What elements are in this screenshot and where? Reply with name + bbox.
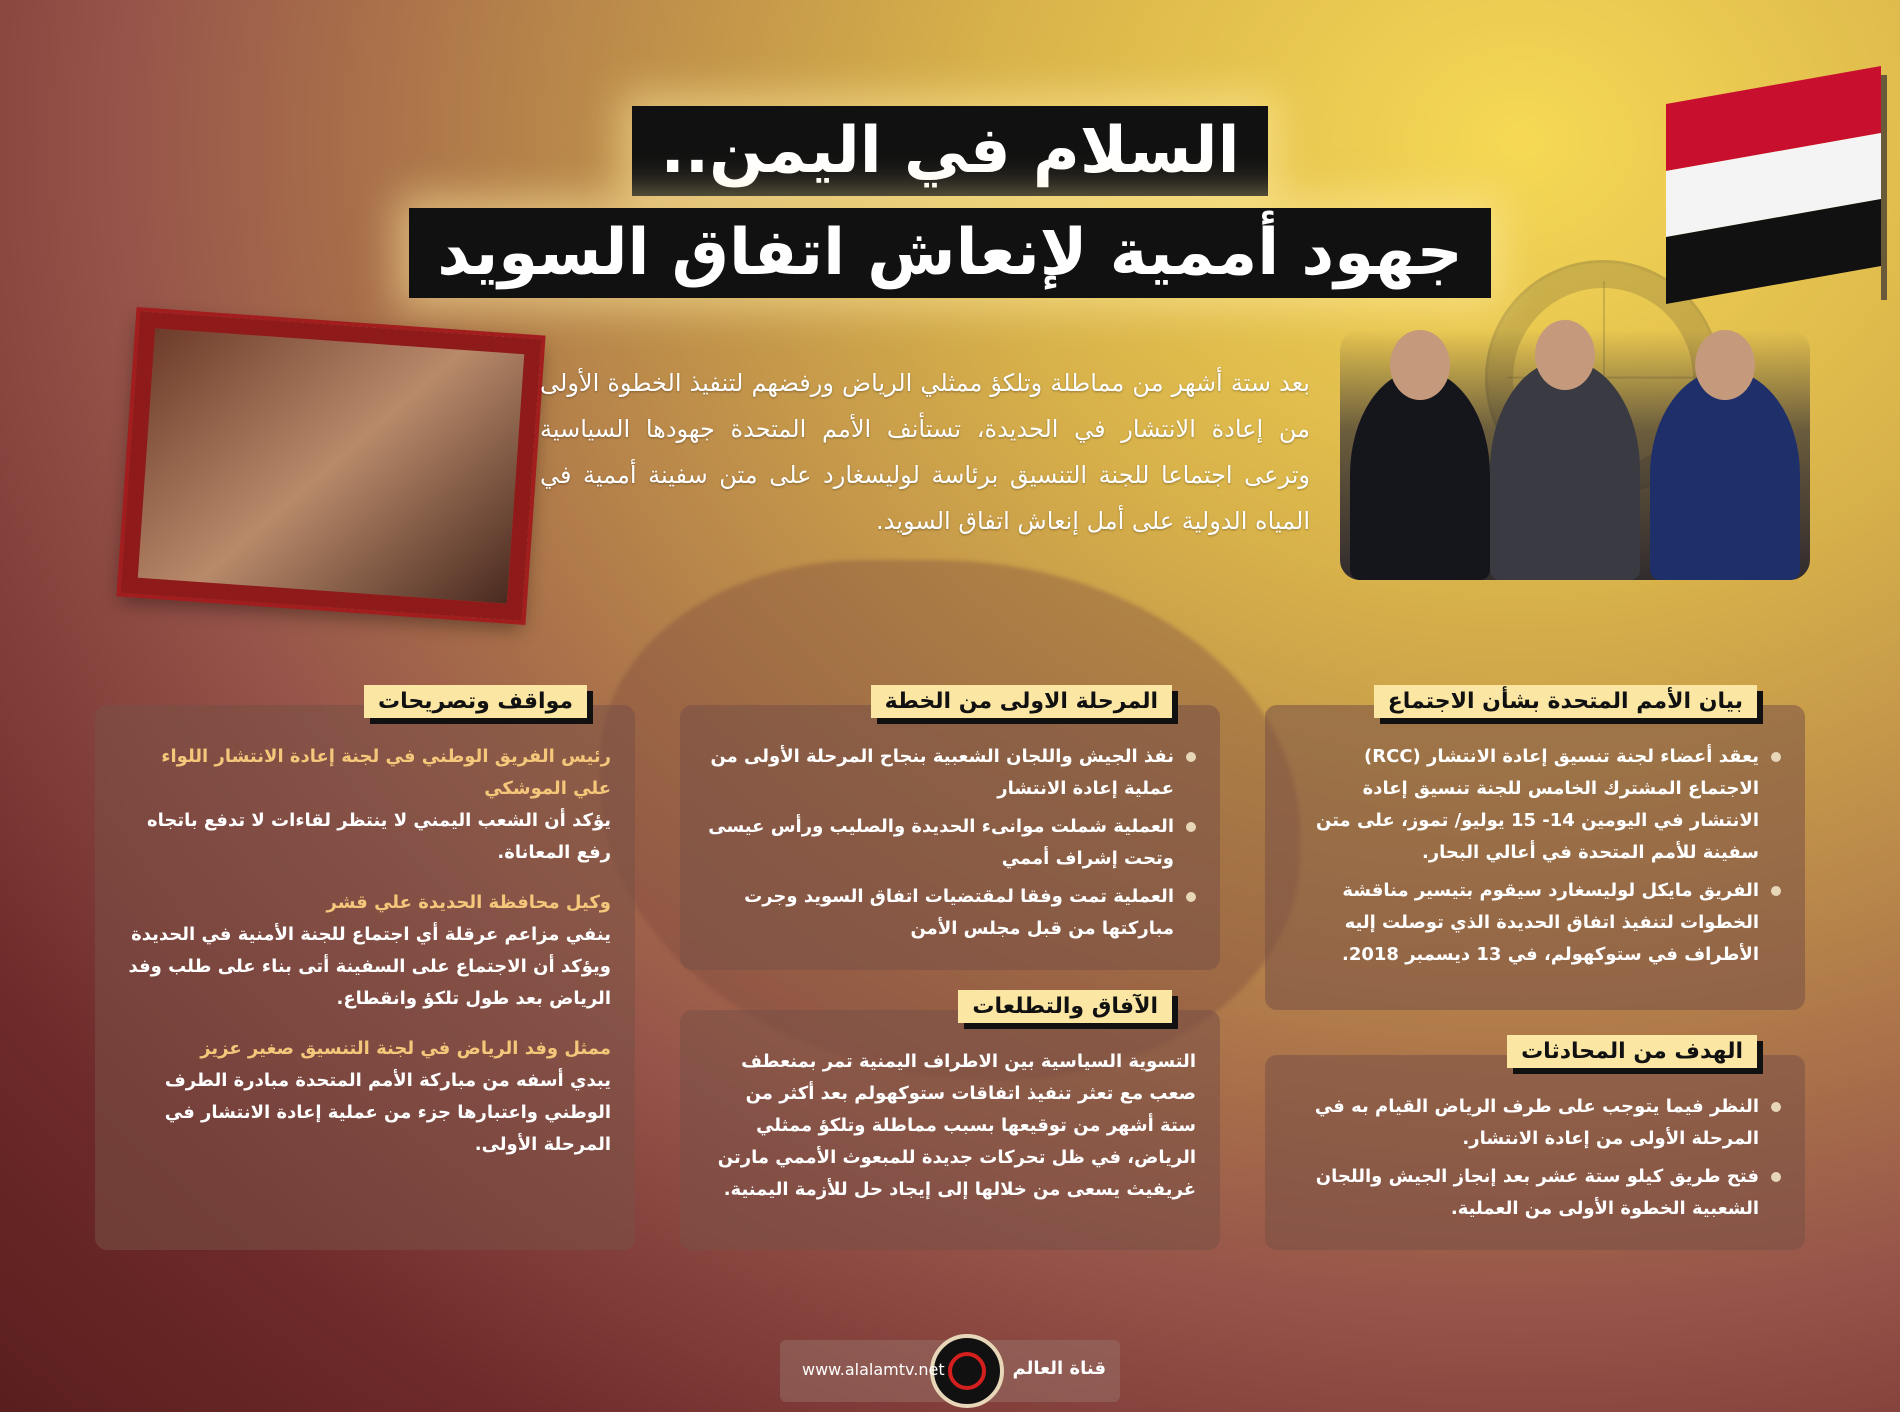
goal-box	[1265, 1039, 1805, 1250]
list-item: يعقد أعضاء لجنة تنسيق إعادة الانتشار (RCC) الاجتماع المشترك الخامس للجنة تنسيق إعادة الانتشار في اليومين 14- 15 يوليو/ تموز، على متن سفينة للأمم المتحدة في أعالي البحار.	[1289, 741, 1781, 869]
outlook-text: التسوية السياسية بين الاطراف اليمنية تمر بمنعطف صعب مع تعثر تنفيذ اتفاقات ستوكهولم بعد أكثر من ستة أشهر من توقيعها بسبب مماطلة وتلكؤ ممثلي الرياض، في ظل تحركات جديدة للمبعوث الأممي مارتن غريفيث يسعى من خلالها إلى إيجاد حل للأزمة اليمنية.	[717, 1051, 1196, 1200]
un-statement-label: بيان الأمم المتحدة بشأن الاجتماع	[1374, 685, 1757, 718]
channel-name: قناة العالم	[1012, 1358, 1106, 1379]
title-line-1: السلام في اليمن..	[632, 106, 1267, 196]
list-item: الفريق مايكل لوليسغارد سيقوم بتيسير مناقشة الخطوات لتنفيذ اتفاق الحديدة الذي توصلت إليه الأطراف في ستوكهولم، في 13 ديسمبر 2018.	[1289, 875, 1781, 971]
photo-left	[121, 311, 542, 620]
speaker-3: ممثل وفد الرياض في لجنة التنسيق صغير عزيز	[200, 1038, 611, 1059]
speaker-2: وكيل محافظة الحديدة علي قشر	[326, 892, 611, 913]
speaker-1: رئيس الفريق الوطني في لجنة إعادة الانتشار اللواء علي الموشكي	[161, 746, 611, 799]
un-statement-list	[1289, 741, 1781, 971]
phase-one-list	[704, 741, 1196, 945]
statement-1: يؤكد أن الشعب اليمني لا ينتظر لقاءات لا تدفع باتجاه رفع المعاناة.	[146, 810, 611, 863]
goal-label: الهدف من المحادثات	[1507, 1035, 1757, 1068]
goal-list	[1289, 1091, 1781, 1225]
positions-box	[95, 689, 635, 1250]
website-link[interactable]: www.alalamtv.net	[802, 1360, 945, 1379]
person-left	[1350, 370, 1490, 580]
phase-one-box	[680, 689, 1220, 970]
list-item: فتح طريق كيلو ستة عشر بعد إنجاز الجيش واللجان الشعبية الخطوة الأولى من العملية.	[1289, 1161, 1781, 1225]
statement-2: ينفي مزاعم عرقلة أي اجتماع للجنة الأمنية في الحديدة ويؤكد أن الاجتماع على السفينة أتى بناء على طلب وفد الرياض بعد طول تلكؤ وانقطاع.	[128, 924, 611, 1009]
title-line-2: جهود أممية لإنعاش اتفاق السويد	[409, 208, 1491, 298]
outlook-label: الآفاق والتطلعات	[958, 990, 1172, 1023]
un-statement-box	[1265, 689, 1805, 1010]
list-item: نفذ الجيش واللجان الشعبية بنجاح المرحلة الأولى من عملية إعادة الانتشار	[704, 741, 1196, 805]
list-item: العملية تمت وفقا لمقتضيات اتفاق السويد وجرت مباركتها من قبل مجلس الأمن	[704, 881, 1196, 945]
list-item: النظر فيما يتوجب على طرف الرياض القيام به في المرحلة الأولى من إعادة الانتشار.	[1289, 1091, 1781, 1155]
person-center	[1490, 360, 1640, 580]
photo-handshake	[1340, 330, 1810, 580]
positions-label: مواقف وتصريحات	[364, 685, 587, 718]
footer-bar	[780, 1340, 1120, 1402]
phase-one-label: المرحلة الاولى من الخطة	[871, 685, 1172, 718]
intro-text: بعد ستة أشهر من مماطلة وتلكؤ ممثلي الرياض ورفضهم لتنفيذ الخطوة الأولى من إعادة الانتشار في الحديدة، تستأنف الأمم المتحدة جهودها السياسية وترعى اجتماعا للجنة التنسيق برئاسة لوليسغارد على متن سفينة أممية في المياه الدولية على أمل إنعاش اتفاق السويد.	[540, 369, 1310, 535]
list-item: العملية شملت موانىء الحديدة والصليب ورأس عيسى وتحت إشراف أممي	[704, 811, 1196, 875]
page-title	[0, 100, 1900, 304]
outlook-box	[680, 994, 1220, 1250]
person-right	[1650, 370, 1800, 580]
statement-3: يبدي أسفه من مباركة الأمم المتحدة مبادرة الطرف الوطني واعتبارها جزء من عملية إعادة الانتشار في المرحلة الأولى.	[164, 1070, 611, 1155]
